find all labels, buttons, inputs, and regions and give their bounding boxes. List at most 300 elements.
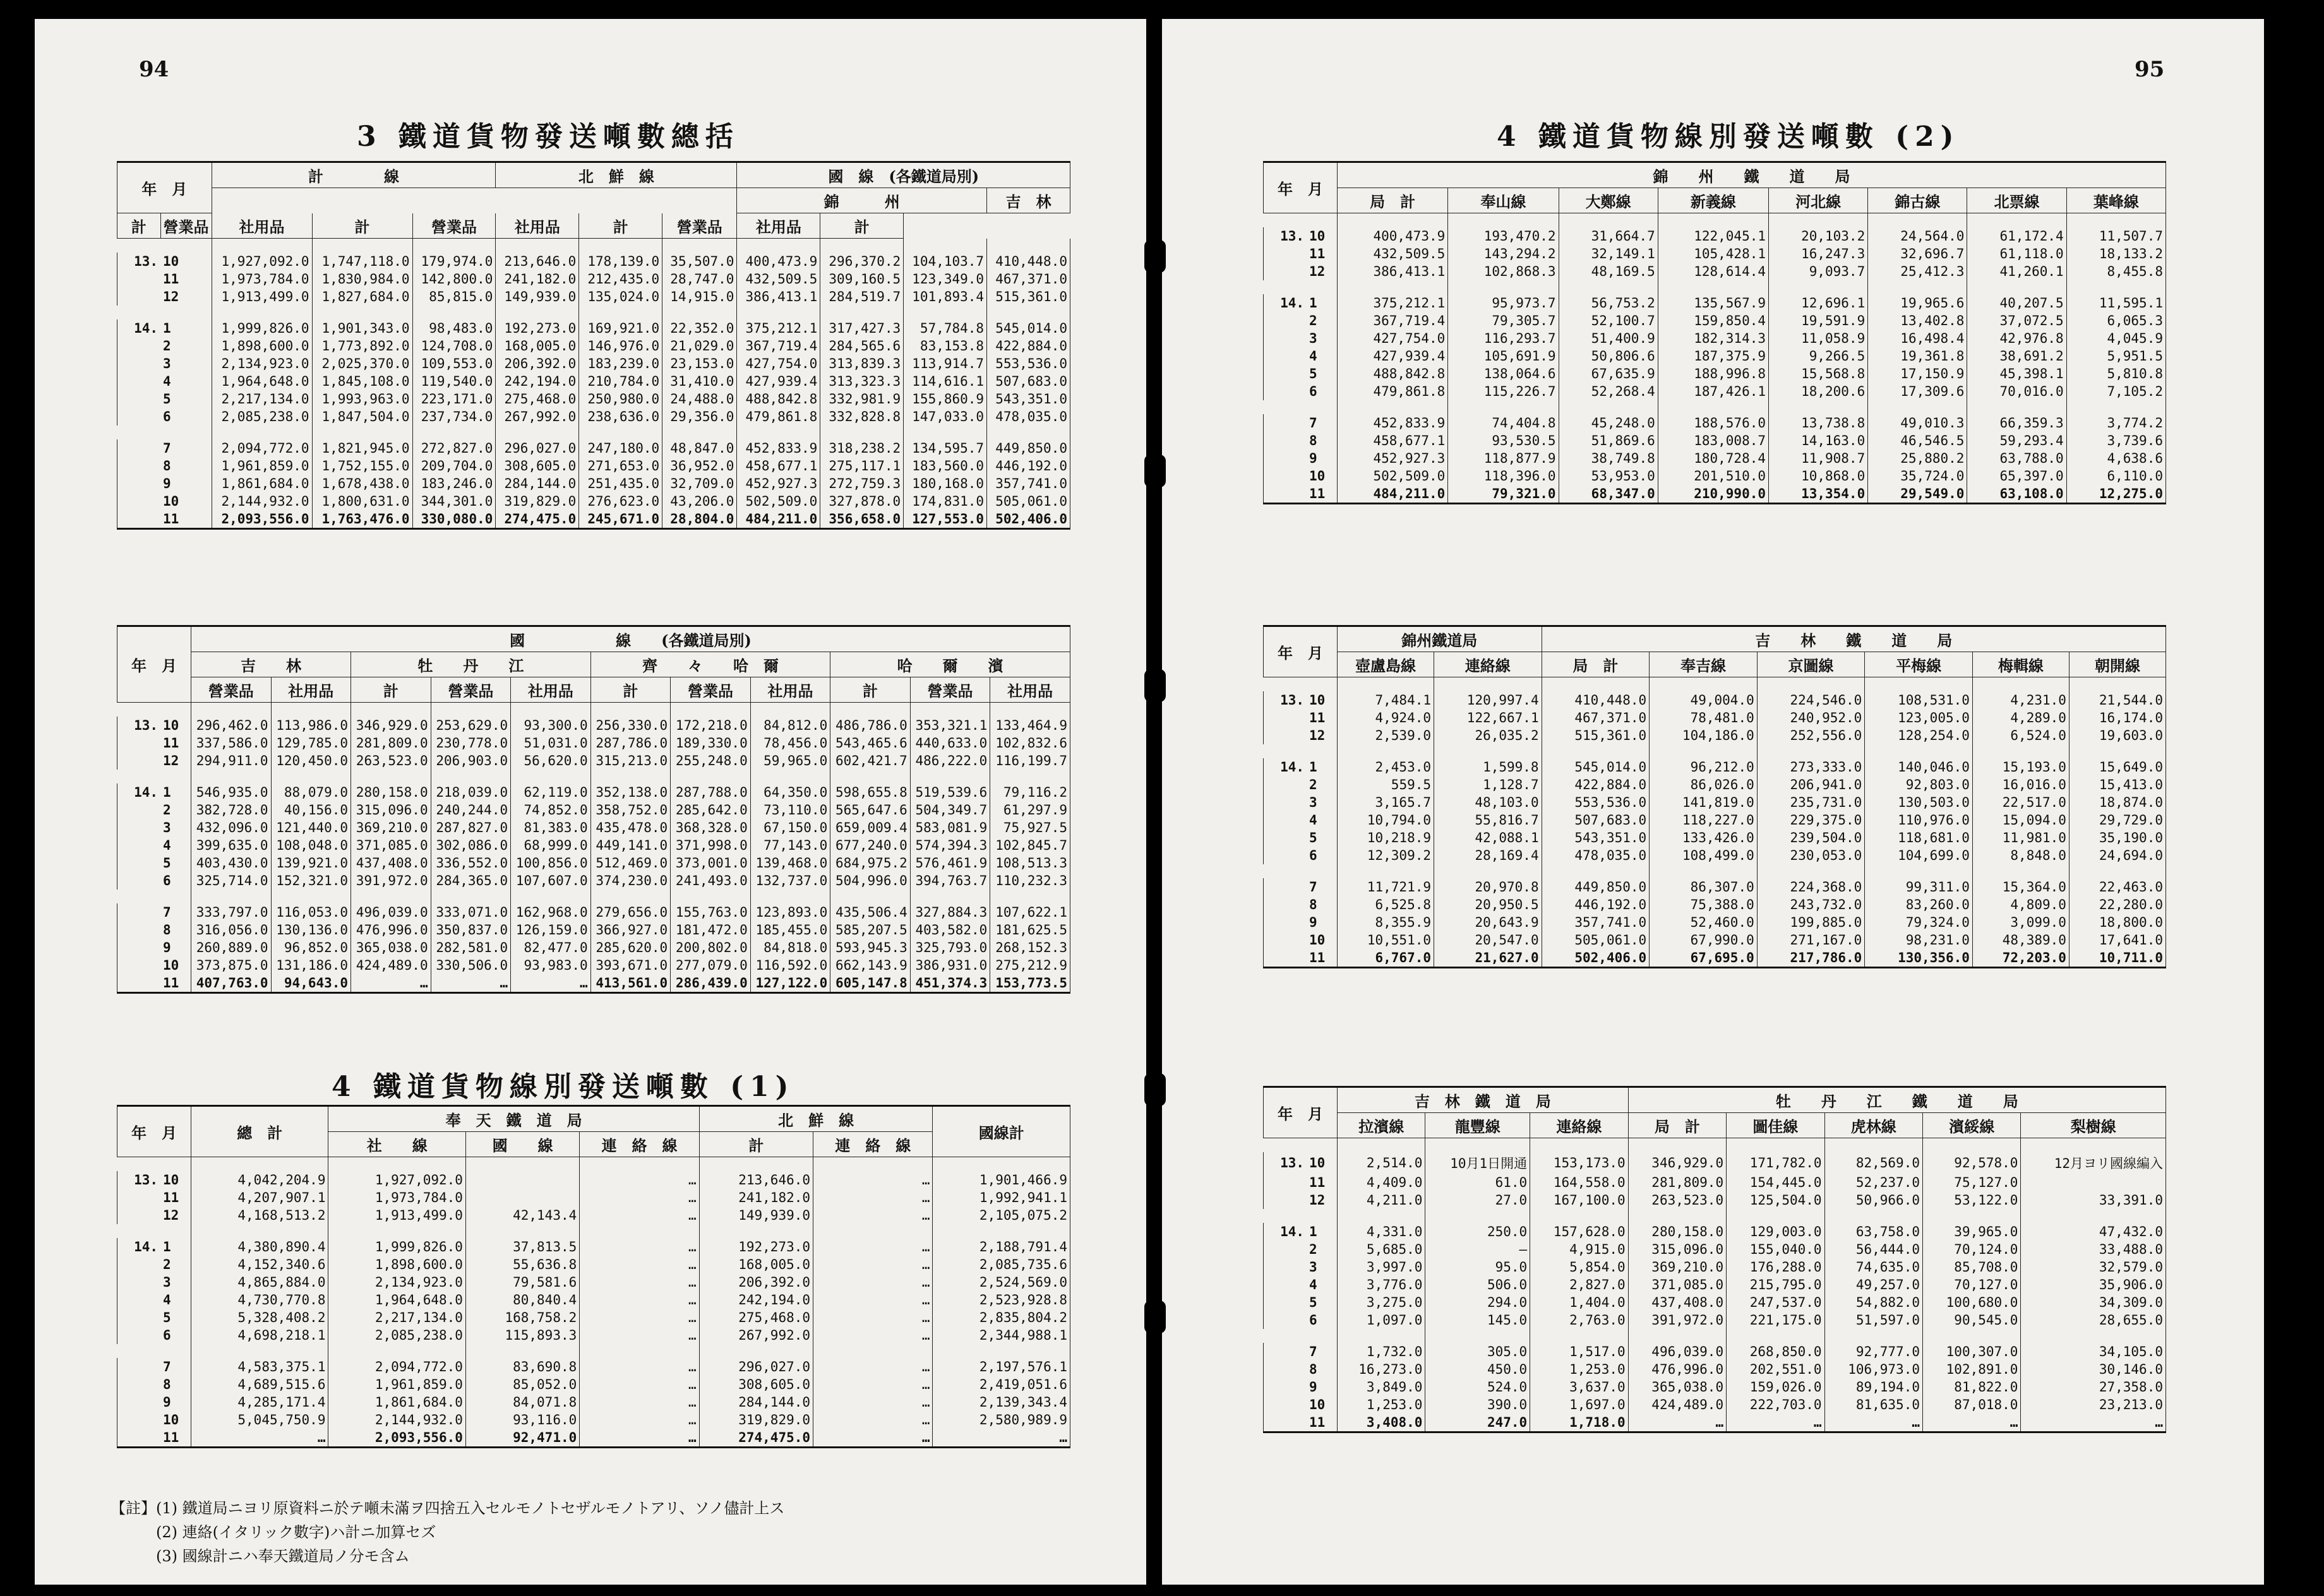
value-cell: 446,192.0 (987, 457, 1070, 475)
value-cell: 135,567.9 (1658, 294, 1768, 312)
year-cell: 14. (1264, 758, 1307, 776)
value-cell: 154,445.0 (1727, 1174, 1824, 1191)
value-cell: 1,752,155.0 (312, 457, 412, 475)
value-cell: … (580, 1358, 699, 1376)
value-cell: 16,247.3 (1769, 245, 1868, 263)
value-cell: 344,301.0 (412, 492, 496, 510)
month-cell: 11 (160, 974, 191, 993)
value-cell: 4,638.6 (2066, 450, 2165, 467)
table-row (1264, 294, 2166, 312)
value-cell: 223,171.0 (412, 390, 496, 408)
value-cell: 35,906.0 (2021, 1276, 2166, 1294)
value-cell: 1,992,941.1 (933, 1189, 1070, 1206)
table-4-2-title: 4 鐵道貨物線別發送噸數 (2) (1497, 121, 1960, 153)
value-cell: … (351, 974, 431, 993)
value-cell: … (580, 1273, 699, 1291)
year-month-header: 年 月 (117, 626, 191, 703)
value-cell: 155,860.9 (904, 390, 987, 408)
value-cell: 1,128.7 (1434, 776, 1542, 794)
value-cell: 101,893.4 (904, 288, 987, 306)
value-cell: 327,884.3 (910, 903, 990, 921)
value-cell: 368,328.0 (671, 819, 751, 837)
value-cell: 267,992.0 (699, 1326, 813, 1344)
value-cell: 422,884.0 (1542, 776, 1650, 794)
column-header: 社用品 (737, 213, 820, 239)
value-cell: 4,045.9 (2066, 330, 2165, 347)
value-cell: 19,965.6 (1868, 294, 1967, 312)
value-cell: 1,253.0 (1338, 1396, 1425, 1414)
value-cell: 238,636.0 (579, 408, 662, 426)
value-cell: 25,412.3 (1868, 263, 1967, 280)
column-header: 新義線 (1658, 188, 1768, 213)
value-cell: 1,773,892.0 (312, 337, 412, 355)
value-cell: 4,231.0 (1972, 691, 2069, 709)
year-cell (117, 1189, 161, 1206)
value-cell: 1,901,343.0 (312, 319, 412, 337)
value-cell: 54,882.0 (1824, 1294, 1922, 1311)
value-cell: 543,351.0 (1542, 829, 1650, 847)
value-cell: 11,721.9 (1338, 878, 1434, 896)
value-cell: 1,747,118.0 (312, 253, 412, 270)
value-cell: 133,426.0 (1650, 829, 1758, 847)
value-cell: 74,635.0 (1824, 1258, 1922, 1276)
table-row (117, 492, 1070, 510)
year-cell (117, 819, 161, 837)
binding-hole (1144, 455, 1166, 487)
value-cell: 114,616.1 (904, 372, 987, 390)
table-row (1264, 263, 2166, 280)
value-cell: 120,997.4 (1434, 691, 1542, 709)
value-cell: 33,391.0 (2021, 1191, 2166, 1209)
value-cell: 185,455.0 (750, 921, 830, 939)
value-cell: 273,333.0 (1757, 758, 1865, 776)
value-cell: … (813, 1273, 933, 1291)
value-cell: 5,045,750.9 (191, 1411, 328, 1429)
value-cell: 62,119.0 (511, 783, 591, 801)
year-cell (117, 510, 161, 529)
value-cell: 85,052.0 (465, 1376, 579, 1393)
column-header: 梨樹線 (2021, 1113, 2166, 1138)
year-month-header: 年 月 (117, 162, 212, 213)
value-cell: 10月1日開通 (1425, 1152, 1530, 1174)
value-cell: 2,453.0 (1338, 758, 1434, 776)
value-cell: 89,194.0 (1824, 1378, 1922, 1396)
value-cell: 247.0 (1425, 1414, 1530, 1432)
value-cell: 70,124.0 (1923, 1241, 2021, 1258)
table-row (1264, 1294, 2166, 1311)
value-cell: 102,868.3 (1448, 263, 1559, 280)
column-header: 虎林線 (1824, 1113, 1922, 1138)
group-botan-header: 牡 丹 江 鐵 道 局 (1628, 1087, 2165, 1113)
value-cell: 29,549.0 (1868, 485, 1967, 504)
table-row (1264, 227, 2166, 245)
value-cell: 4,689,515.6 (191, 1376, 328, 1393)
value-cell: 81,383.0 (511, 819, 591, 837)
value-cell: 52,268.4 (1559, 383, 1658, 400)
value-cell: 371,085.0 (351, 837, 431, 854)
column-header: 國 線 (465, 1132, 579, 1157)
column-header: 葉峰線 (2066, 188, 2165, 213)
value-cell: 35,507.0 (662, 253, 737, 270)
month-cell: 9 (160, 475, 212, 492)
table-row (1264, 949, 2166, 968)
value-cell: 11,595.1 (2066, 294, 2165, 312)
value-cell: 124,708.0 (412, 337, 496, 355)
month-cell: 6 (1307, 1311, 1338, 1329)
value-cell: 488,842.8 (1338, 365, 1448, 383)
value-cell: … (813, 1429, 933, 1448)
value-cell: 268,850.0 (1727, 1343, 1824, 1361)
value-cell: 121,440.0 (271, 819, 351, 837)
value-cell: 524.0 (1425, 1378, 1530, 1396)
column-header: 奉吉線 (1650, 652, 1758, 677)
value-cell: 68,999.0 (511, 837, 591, 854)
value-cell: 605,147.8 (830, 974, 911, 993)
value-cell: 488,842.8 (737, 390, 820, 408)
value-cell: 229,375.0 (1757, 811, 1865, 829)
footnote: 【註】(1) 鐵道局ニヨリ原資料ニ於テ噸未滿ヲ四捨五入セルモノトセザルモノトアリ、ソノ儘計上ス (111, 1499, 785, 1517)
year-cell: 14. (1264, 1223, 1307, 1241)
month-cell: 10 (160, 956, 191, 974)
value-cell: 512,469.0 (590, 854, 671, 872)
value-cell: 390.0 (1425, 1396, 1530, 1414)
year-cell (1264, 383, 1307, 400)
value-cell: 35,190.0 (2069, 829, 2165, 847)
value-cell: 333,071.0 (431, 903, 511, 921)
summary-table (117, 161, 1070, 530)
value-cell: 256,330.0 (590, 717, 671, 734)
value-cell: … (580, 1429, 699, 1448)
value-cell: 171,782.0 (1727, 1152, 1824, 1174)
value-cell: 260,889.0 (191, 939, 272, 956)
value-cell: 357,741.0 (987, 475, 1070, 492)
column-header: 計 (820, 213, 904, 239)
month-cell: 3 (160, 355, 212, 372)
value-cell: … (813, 1309, 933, 1326)
value-cell: … (580, 1393, 699, 1411)
value-cell: 294,911.0 (191, 752, 272, 770)
value-cell: 56,753.2 (1559, 294, 1658, 312)
value-cell: 11,981.0 (1972, 829, 2069, 847)
table-row (1264, 467, 2166, 485)
value-cell: 479,861.8 (737, 408, 820, 426)
footnote: (3) 國線計ニハ奉天鐵道局ノ分モ含ム (156, 1547, 410, 1565)
value-cell: 1,718.0 (1530, 1414, 1628, 1432)
table-row (117, 1291, 1070, 1309)
value-cell: 435,506.4 (830, 903, 911, 921)
year-cell (1264, 811, 1307, 829)
spacer-row (117, 770, 1070, 783)
value-cell: 202,551.0 (1727, 1361, 1824, 1378)
value-cell: 1,861,684.0 (212, 475, 312, 492)
value-cell: 391,972.0 (1628, 1311, 1726, 1329)
group-botan-header: 牡 丹 江 (351, 652, 591, 677)
table-row (1264, 1378, 2166, 1396)
value-cell: 6,110.0 (2066, 467, 2165, 485)
value-cell: 287,786.0 (590, 734, 671, 752)
column-header: 奉山線 (1448, 188, 1559, 213)
value-cell: 16,498.4 (1868, 330, 1967, 347)
year-cell (1264, 450, 1307, 467)
year-cell: 13. (1264, 691, 1307, 709)
value-cell: 55,816.7 (1434, 811, 1542, 829)
value-cell: 496,039.0 (1628, 1343, 1726, 1361)
column-header: 連 絡 線 (813, 1132, 933, 1157)
value-cell: … (813, 1189, 933, 1206)
value-cell: 12,275.0 (2066, 485, 2165, 504)
value-cell: 131,186.0 (271, 956, 351, 974)
value-cell: 83,690.8 (465, 1358, 579, 1376)
value-cell: 15,094.0 (1972, 811, 2069, 829)
value-cell: … (1923, 1414, 2021, 1432)
value-cell: 458,677.1 (737, 457, 820, 475)
spacer-row (1264, 280, 2166, 294)
table-row (117, 372, 1070, 390)
value-cell: 277,079.0 (671, 956, 751, 974)
value-cell: … (580, 1309, 699, 1326)
kirin-line-table-body (1264, 677, 2166, 968)
value-cell: 146,976.0 (579, 337, 662, 355)
value-cell: 7,484.1 (1338, 691, 1434, 709)
year-cell (1264, 914, 1307, 931)
value-cell: 52,460.0 (1650, 914, 1758, 931)
month-cell: 5 (1307, 829, 1338, 847)
value-cell: 10,711.0 (2069, 949, 2165, 968)
value-cell: 332,828.8 (820, 408, 904, 426)
value-cell: 155,763.0 (671, 903, 751, 921)
value-cell: 4,285,171.4 (191, 1393, 328, 1411)
value-cell: … (933, 1429, 1070, 1448)
value-cell: 28,655.0 (2021, 1311, 2166, 1329)
value-cell: 449,141.0 (590, 837, 671, 854)
table-row (1264, 347, 2166, 365)
value-cell: 2,085,238.0 (328, 1326, 465, 1344)
value-cell: 662,143.9 (830, 956, 911, 974)
month-cell: 8 (160, 921, 191, 939)
value-cell: 367,719.4 (1338, 312, 1448, 330)
value-cell: 478,035.0 (1542, 847, 1650, 864)
year-cell (1264, 1378, 1307, 1396)
value-cell: 315,096.0 (351, 801, 431, 819)
value-cell: 230,778.0 (431, 734, 511, 752)
value-cell: 284,365.0 (431, 872, 511, 890)
value-cell: 284,144.0 (496, 475, 579, 492)
group-total-header: 計 線 (212, 162, 496, 188)
value-cell: 181,625.5 (990, 921, 1070, 939)
value-cell: 110,232.3 (990, 872, 1070, 890)
value-cell: 29,729.0 (2069, 811, 2165, 829)
value-cell: 56,620.0 (511, 752, 591, 770)
value-cell: 263,523.0 (1628, 1191, 1726, 1209)
value-cell: 325,793.0 (910, 939, 990, 956)
value-cell: 118,227.0 (1650, 811, 1758, 829)
value-cell: 1,898,600.0 (328, 1256, 465, 1273)
value-cell: 452,927.3 (737, 475, 820, 492)
table-row (1264, 691, 2166, 709)
year-cell (117, 372, 161, 390)
year-cell (117, 921, 161, 939)
year-cell (1264, 1343, 1307, 1361)
value-cell: 505,061.0 (1542, 931, 1650, 949)
value-cell: 40,156.0 (271, 801, 351, 819)
value-cell: 504,349.7 (910, 801, 990, 819)
value-cell: 50,966.0 (1824, 1191, 1922, 1209)
value-cell: 218,039.0 (431, 783, 511, 801)
sub-header-row (1264, 188, 2166, 213)
value-cell: 507,683.0 (1542, 811, 1650, 829)
spacer-row (1264, 744, 2166, 758)
value-cell: 365,038.0 (1628, 1378, 1726, 1396)
value-cell: 230,053.0 (1757, 847, 1865, 864)
line-table-1 (117, 1105, 1070, 1448)
value-cell: 20,950.5 (1434, 896, 1542, 914)
column-header: 計 (117, 213, 161, 239)
year-cell (1264, 432, 1307, 450)
value-cell: 275,468.0 (699, 1309, 813, 1326)
value-cell: 1,898,600.0 (212, 337, 312, 355)
year-cell (1264, 330, 1307, 347)
value-cell: 52,100.7 (1559, 312, 1658, 330)
year-cell (1264, 829, 1307, 847)
value-cell: … (1727, 1414, 1824, 1432)
value-cell: 2,144,932.0 (328, 1411, 465, 1429)
month-cell: 10 (1307, 1396, 1338, 1414)
month-cell: 11 (160, 270, 212, 288)
value-cell: 126,159.0 (511, 921, 591, 939)
year-cell (117, 475, 161, 492)
year-cell (1264, 414, 1307, 432)
value-cell: 84,818.0 (750, 939, 830, 956)
value-cell: 96,212.0 (1650, 758, 1758, 776)
value-cell: 34,105.0 (2021, 1343, 2166, 1361)
value-cell: 48,389.0 (1972, 931, 2069, 949)
spacer-row (1264, 677, 2166, 692)
spacer-row (1264, 400, 2166, 414)
year-cell (117, 1326, 161, 1344)
value-cell: 386,413.1 (737, 288, 820, 306)
value-cell: … (580, 1189, 699, 1206)
value-cell: 486,786.0 (830, 717, 911, 734)
value-cell: 108,499.0 (1650, 847, 1758, 864)
value-cell: 399,635.0 (191, 837, 272, 854)
value-cell: 42,088.1 (1434, 829, 1542, 847)
year-cell (1264, 1258, 1307, 1276)
table-row (117, 1206, 1070, 1224)
binding-hole (1144, 669, 1166, 702)
month-cell: 10 (160, 1171, 191, 1189)
value-cell: 130,136.0 (271, 921, 351, 939)
value-cell: 1,961,859.0 (328, 1376, 465, 1393)
year-cell: 14. (117, 783, 161, 801)
table-row (1264, 1311, 2166, 1329)
value-cell: … (813, 1411, 933, 1429)
value-cell: 287,827.0 (431, 819, 511, 837)
value-cell: 159,850.4 (1658, 312, 1768, 330)
value-cell: 206,392.0 (699, 1273, 813, 1291)
value-cell: 4,698,218.1 (191, 1326, 328, 1344)
month-cell: 6 (1307, 847, 1338, 864)
value-cell: 179,974.0 (412, 253, 496, 270)
value-cell: 2,085,238.0 (212, 408, 312, 426)
table-row (1264, 383, 2166, 400)
value-cell: … (580, 1376, 699, 1393)
value-cell: … (580, 1291, 699, 1309)
value-cell: 3,774.2 (2066, 414, 2165, 432)
value-cell: 358,752.0 (590, 801, 671, 819)
value-cell: 1,599.8 (1434, 758, 1542, 776)
value-cell: 366,927.0 (590, 921, 671, 939)
value-cell: 2,093,556.0 (212, 510, 312, 529)
table-row (1264, 1343, 2166, 1361)
value-cell: 432,509.5 (1338, 245, 1448, 263)
value-cell: 63,108.0 (1967, 485, 2066, 504)
value-cell: 371,085.0 (1628, 1276, 1726, 1294)
value-cell: 373,875.0 (191, 956, 272, 974)
value-cell: 31,410.0 (662, 372, 737, 390)
value-cell: 13,354.0 (1769, 485, 1868, 504)
value-cell: 92,777.0 (1824, 1343, 1922, 1361)
value-cell: 241,182.0 (496, 270, 579, 288)
value-cell: 502,406.0 (987, 510, 1070, 529)
year-cell (117, 734, 161, 752)
value-cell: 2,523,928.8 (933, 1291, 1070, 1309)
table-row (117, 1326, 1070, 1344)
year-cell (117, 408, 161, 426)
value-cell: 24,564.0 (1868, 227, 1967, 245)
year-cell (117, 1358, 161, 1376)
value-cell: 346,929.0 (1628, 1152, 1726, 1174)
value-cell: 1,404.0 (1530, 1294, 1628, 1311)
group-kokusen-header: 國 線 (各鐵道局別) (191, 626, 1070, 652)
value-cell: 285,620.0 (590, 939, 671, 956)
year-cell (1264, 263, 1307, 280)
year-cell: 13. (117, 253, 161, 270)
value-cell: 357,741.0 (1542, 914, 1650, 931)
value-cell: 275,468.0 (496, 390, 579, 408)
value-cell: 5,810.8 (2066, 365, 2165, 383)
value-cell: 79,321.0 (1448, 485, 1559, 504)
value-cell: 452,833.9 (737, 439, 820, 457)
value-cell: 127,122.0 (750, 974, 830, 993)
table-row (117, 854, 1070, 872)
value-cell: 206,903.0 (431, 752, 511, 770)
value-cell: 56,444.0 (1824, 1241, 1922, 1258)
value-cell: 476,996.0 (1628, 1361, 1726, 1378)
value-cell: 353,321.1 (910, 717, 990, 734)
table-row (1264, 1276, 2166, 1294)
value-cell: 12,696.1 (1769, 294, 1868, 312)
value-cell: 271,653.0 (579, 457, 662, 475)
value-cell: 122,667.1 (1434, 709, 1542, 727)
value-cell: 598,655.8 (830, 783, 911, 801)
month-cell: 10 (160, 1411, 191, 1429)
value-cell: … (813, 1256, 933, 1273)
value-cell: 24,694.0 (2069, 847, 2165, 864)
value-cell: 12,309.2 (1338, 847, 1434, 864)
month-cell: 11 (1307, 485, 1338, 504)
month-cell: 4 (160, 1291, 191, 1309)
year-cell (117, 1309, 161, 1326)
value-cell: 130,356.0 (1865, 949, 1973, 968)
value-cell: 467,371.0 (1542, 709, 1650, 727)
column-header: 河北線 (1769, 188, 1868, 213)
table-row (117, 974, 1070, 993)
value-cell: 507,683.0 (987, 372, 1070, 390)
year-cell (1264, 1174, 1307, 1191)
value-cell: 276,623.0 (579, 492, 662, 510)
value-cell: 9,093.7 (1769, 263, 1868, 280)
month-cell: 12 (1307, 727, 1338, 744)
